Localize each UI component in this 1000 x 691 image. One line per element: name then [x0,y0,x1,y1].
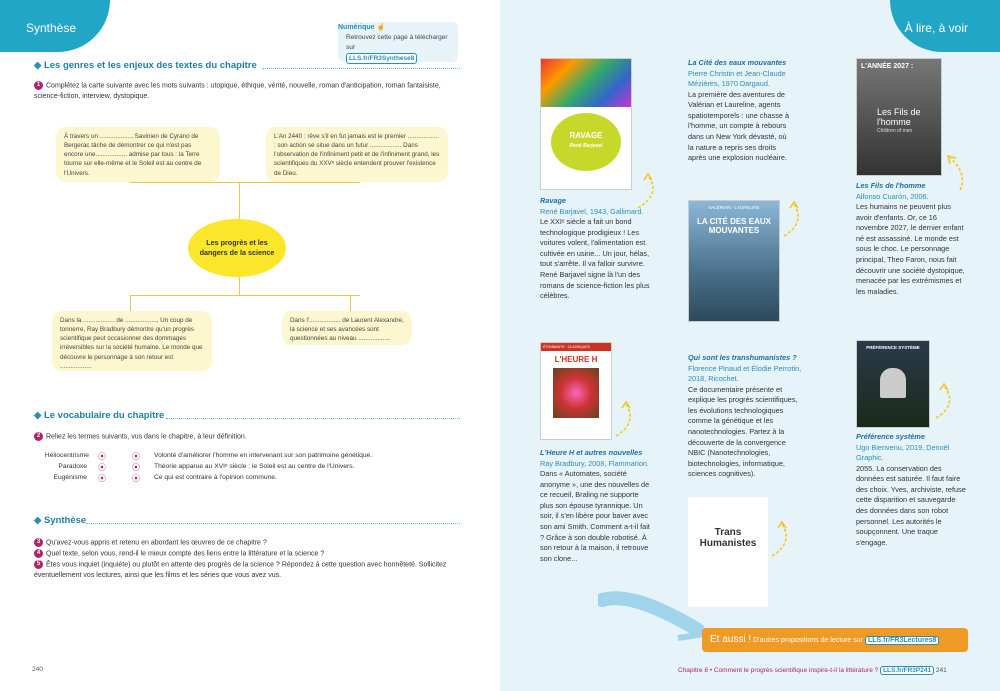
connector [130,295,360,296]
numerique-link[interactable]: LLS.fr/FR3Synthese8 [346,53,417,65]
number-badge-2: 2 [34,432,43,441]
dotted-rule [262,68,460,69]
match-dot-right-3[interactable]: ⦿ [132,474,140,483]
cover-art [553,368,599,418]
numerique-text: Retrouvez cette page à télécharger sur [346,34,448,51]
chapter-link[interactable]: LLS.fr/FR3P241 [880,666,934,675]
match-dot-right-1[interactable]: ⦿ [132,452,140,461]
et-aussi-text: D'autres propositions de lecture sur [753,637,863,644]
bubble-top-right: L'An 2440 : rêve s'il en fut jamais est le premier .................. : son action se situe dans un futur .................. Dans l'observation de l'infiniment petit et de l'infiniment grand, les scientifiques du XXVᵉ siècle entendent prouver l'existence de Dieu. [266,127,448,182]
section-genres-title: ◆ Les genres et les enjeux des textes du chapitre [34,60,257,71]
chapter-footer: Chapitre 8 • Comment le progrès scientifique inspire-t-il la littérature ? LLS.fr/FR3P241 241 [678,667,947,674]
book-cite: La Cité des eaux mouvantes Pierre Christin et Jean-Claude Mézières, 1970 Dargaud. La première des aventures de Valérian et Laureline, agents spatiotemporels : une chasse à l'homme, un compte à rebours dans un New York dévasté, où la nature a repris ses droits après une explosion nucléaire. [688,58,789,163]
question-2: 2 Reliez les termes suivants, vus dans le chapitre, à leur définition. [34,432,454,443]
bubble-bottom-right: Dans l'.................. de Laurent Alexandre, la science et ses avancées sont questionnées au niveau .................. [282,311,412,345]
arrow-icon [780,200,810,240]
et-aussi-label: Et aussi ! [710,634,752,645]
numerique-title: Numérique ☝ [338,24,386,31]
dotted-rule [166,418,460,419]
hand-pointer-icon: ☝ [376,24,386,31]
book-fils: Les Fils de l'homme Alfonso Cuarón, 2006. Les humains ne peuvent plus avoir d'enfants. Or, ce 16 novembre 2027, le dernier enfant né est assassiné. Le monde est sous le choc. Le personnage principal, Theo Faron, nous fait découvrir une société dystopique, menacée par les extrémismes et les maladies. [856,181,965,296]
connector [130,182,360,183]
arrow-icon [930,380,956,420]
term-3: Eugénisme [53,474,87,481]
question-3: 3 Qu'avez-vous appris et retenu en abordant les œuvres de ce chapitre ? [34,538,454,549]
cover-preference: PRÉFÉRENCE SYSTÈME [856,340,930,428]
number-badge-1: 1 [34,81,43,90]
cover-fils: L'ANNÉE 2027 : Les Fils de l'homme Children of men [856,58,942,176]
section-vocab-title: ◆ Le vocabulaire du chapitre [34,410,165,421]
book-heure: L'Heure H et autres nouvelles Ray Bradbury, 2008, Flammarion. Dans « Automates, société anonyme », une des nouvelles de ce recueil, Braling ne supporte plus son épouse tyrannique. Un soir, il s'en libère pour baver avec son ami Smith. Comment a-t-il fait ? Grâce à son double robotisé. À son retour à la maison, il retrouve son clone... [540,448,650,563]
bubble-bottom-left: Dans la .................. de .................., Un coup de tonnerre, Ray Bradbury démontre qu'un progrès scientifique peut occasionner des dommages irréversibles sur la société humaine. Le monde que découvre le personnage à son retour est .................. [52,311,212,371]
cover-trans: Trans Humanistes [688,497,768,607]
dotted-rule [86,523,460,524]
connector [239,277,240,295]
page-number-right: 241 [935,667,947,674]
big-arrow-icon [598,586,708,642]
definition-3: Ce qui est contraire à l'opinion commune. [154,474,277,481]
cover-cite: VALÉRIAN · LAURELINE LA CITÉ DES EAUX MOUVANTES [688,200,780,322]
cover-ravage [540,58,632,190]
number-badge-4: 4 [34,549,43,558]
et-aussi-box [702,628,968,652]
question-5: 5 Êtes vous inquiet (inquiète) ou plutôt en attente des progrès de la science ? Répondez à cette question avec honnêteté. Sollicitez éventuellement vos lectures, ainsi que les films et les séries que vous avez vus. [34,561,447,579]
header-right-title: À lire, à voir [904,21,968,35]
question-1: 1 Complétez la carte suivante avec les mots suivants : utopique, éthique, vérité, nouvelle, roman d'anticipation, roman fantaisiste, science-fiction, interview, dystopique. [34,82,441,100]
center-concept: Les progrès et les dangers de la science [188,219,286,277]
connector [350,295,351,311]
definition-1: Volonté d'améliorer l'homme en intervenant sur son patrimoine génétique. [154,452,373,459]
question-4: 4 Quel texte, selon vous, rend-il le mieux compte des liens entre la littérature et la science ? [34,549,454,560]
book-trans: Qui sont les transhumanistes ? Florence Pinaud et Élodie Perrotin, 2018, Ricochet. Ce documentaire présente et explique les progrès scientifiques, les évolutions technologiques comme la génétique et les nanotechnologies. Partez à la découverte de la convergence NBIC (Nanotechnologies, biotechnologies, informatique, sciences cognitives). [688,353,802,479]
connector [239,182,240,219]
match-dot-left-3[interactable]: ⦿ [98,474,106,483]
header-left-title: Synthèse [26,21,77,35]
section-synthese-title: ◆ Synthèse [34,515,87,526]
cover-art [880,368,906,398]
match-dot-left-1[interactable]: ⦿ [98,452,106,461]
arrow-icon [612,400,642,440]
term-1: Héliocentrisme [44,452,89,459]
bubble-top-left: À travers un .................., Savinien de Cyrano de Bergerac tâche de démontrer ce qui n'est pas encore une.................. admise par tous : la Terre tourne sur elle-même et le Soleil est au centre de l'Univers. [56,127,220,182]
cover-art [541,59,631,107]
diamond-icon: ◆ [34,515,42,526]
arrow-icon [768,520,798,560]
page-number-left: 240 [32,666,43,673]
number-badge-5: 5 [34,560,43,569]
book-preference: Préférence système Ugo Bienvenu, 2019, Denoël Graphic. 2055. La conservation des données est saturée. Il faut faire des choix. Yves, archiviste, refuse cette disparition et sauvegarde des données dans son robot personnel. Les autorités le soupçonnent. Une traque s'engage. [856,432,966,547]
match-dot-left-2[interactable]: ⦿ [98,463,106,472]
cover-heure: ÉTONNANTS · CLASSIQUES L'HEURE H [540,342,612,440]
diamond-icon: ◆ [34,60,42,71]
connector [130,295,131,311]
cover-ravage-title: RAVAGE René Barjavel [551,113,621,171]
number-badge-3: 3 [34,538,43,547]
definition-2: Théorie apparue au XVIᵉ siècle : le Soleil est au centre de l'Univers. [154,463,355,470]
book-ravage: Ravage René Barjavel, 1943, Gallimard. Le XXIᵉ siècle a fait un bond technologique prodigieux ! Les voitures volent, l'alimentation est cultivée en usine... Un jour, hélas, tout s'arrête. Il va falloir survivre. René Barjavel signe là l'un des romans de science-fiction les plus célèbres. [540,196,650,301]
et-aussi-link[interactable]: LLS.fr/FR3Lectures8 [865,636,939,645]
term-2: Paradoxe [58,463,87,470]
diamond-icon: ◆ [34,410,42,421]
match-dot-right-2[interactable]: ⦿ [132,463,140,472]
